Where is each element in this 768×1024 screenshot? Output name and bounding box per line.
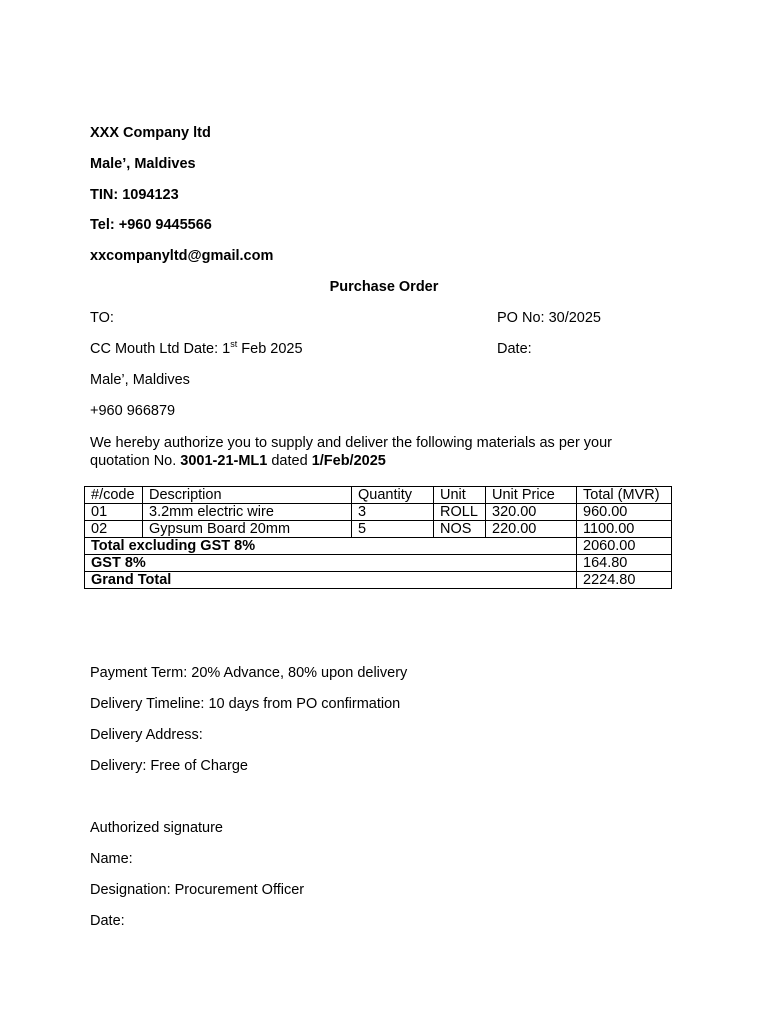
header-unit-price: Unit Price — [486, 487, 577, 504]
recipient-name-date-sup: st — [230, 339, 238, 350]
gst-label: GST 8% — [85, 555, 577, 572]
row-total: 960.00 — [577, 504, 672, 521]
quotation-date: 1/Feb/2025 — [311, 453, 386, 469]
intro-paragraph — [90, 434, 670, 470]
delivery-timeline: Delivery Timeline: 10 days from PO confirmation — [90, 696, 401, 712]
company-name: XXX Company ltd — [90, 125, 211, 141]
company-tel: Tel: +960 9445566 — [90, 217, 212, 233]
delivery-address: Delivery Address: — [90, 727, 203, 743]
subtotal-row — [85, 538, 672, 555]
row-unit-price: 320.00 — [486, 504, 577, 521]
intro-text-2: dated — [267, 453, 312, 469]
delivery-charge: Delivery: Free of Charge — [90, 758, 248, 774]
quotation-number: 3001-21-ML1 — [180, 453, 268, 469]
payment-term: Payment Term: 20% Advance, 80% upon delivery — [90, 665, 408, 681]
row-code: 01 — [85, 504, 143, 521]
table-row — [85, 521, 672, 538]
header-code: #/code — [85, 487, 143, 504]
items-table — [84, 486, 672, 589]
row-quantity: 5 — [352, 521, 434, 538]
signature-date: Date: — [90, 913, 125, 929]
po-number: PO No: 30/2025 — [497, 310, 601, 326]
table-row — [85, 504, 672, 521]
header-total: Total (MVR) — [577, 487, 672, 504]
row-quantity: 3 — [352, 504, 434, 521]
recipient-address: Male’, Maldives — [90, 372, 190, 388]
page-title: Purchase Order — [329, 279, 439, 295]
row-unit-price: 220.00 — [486, 521, 577, 538]
recipient-phone: +960 966879 — [90, 403, 176, 419]
recipient-name-date-suffix: Feb 2025 — [237, 341, 303, 357]
recipient-name-date-prefix: CC Mouth Ltd Date: 1 — [90, 341, 231, 357]
to-label: TO: — [90, 310, 114, 326]
recipient-name-date — [90, 341, 303, 358]
grand-total-row — [85, 572, 672, 589]
company-email: xxcompanyltd@gmail.com — [90, 248, 274, 264]
po-date-label: Date: — [497, 341, 532, 357]
row-total: 1100.00 — [577, 521, 672, 538]
gst-row — [85, 555, 672, 572]
signature-designation: Designation: Procurement Officer — [90, 882, 305, 898]
company-address: Male’, Maldives — [90, 156, 196, 172]
row-description: Gypsum Board 20mm — [143, 521, 352, 538]
subtotal-label: Total excluding GST 8% — [85, 538, 577, 555]
row-unit: ROLL — [434, 504, 486, 521]
grand-total-value: 2224.80 — [577, 572, 672, 589]
subtotal-value: 2060.00 — [577, 538, 672, 555]
table-header-row — [85, 487, 672, 504]
header-description: Description — [143, 487, 352, 504]
row-code: 02 — [85, 521, 143, 538]
signature-heading: Authorized signature — [90, 820, 223, 836]
header-quantity: Quantity — [352, 487, 434, 504]
intro-text-1: We hereby authorize you to supply and deliver the following materials as per your quotation No. — [90, 435, 613, 469]
header-unit: Unit — [434, 487, 486, 504]
row-description: 3.2mm electric wire — [143, 504, 352, 521]
gst-value: 164.80 — [577, 555, 672, 572]
company-tin: TIN: 1094123 — [90, 187, 179, 203]
row-unit: NOS — [434, 521, 486, 538]
signature-name: Name: — [90, 851, 133, 867]
grand-total-label: Grand Total — [85, 572, 577, 589]
